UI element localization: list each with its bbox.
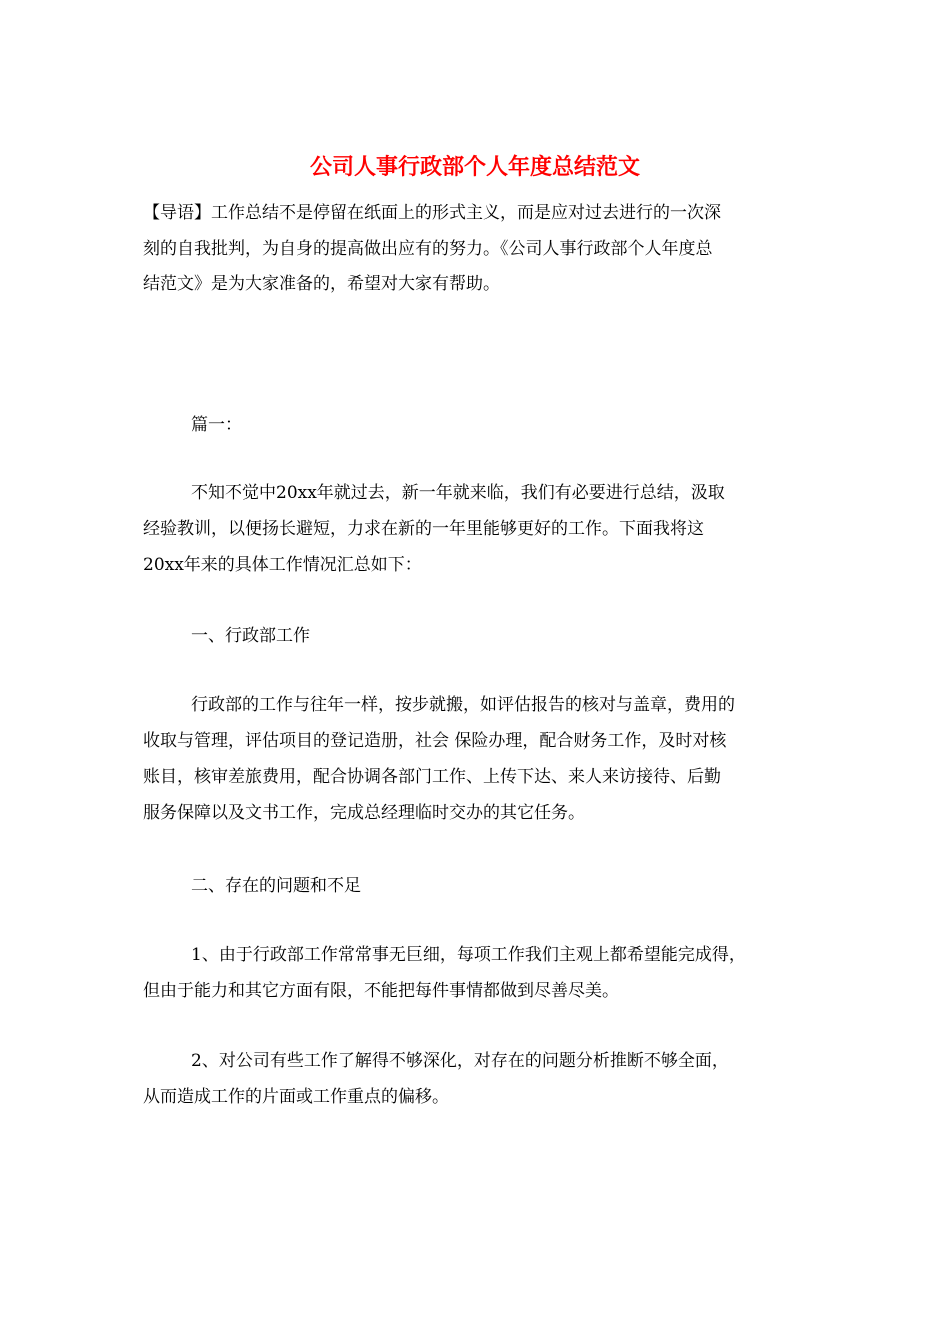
intro-line: 不知不觉中20xx年就过去，新一年就来临，我们有必要进行总结，汲取 — [191, 483, 725, 503]
section1-line: 收取与管理，评估项目的登记造册，社会 保险办理，配合财务工作，及时对核 — [143, 731, 727, 751]
section1-paragraph — [143, 687, 807, 831]
item2-line: 从而造成工作的片面或工作重点的偏移。 — [143, 1087, 449, 1107]
item1-line: 1、由于行政部工作常常事无巨细，每项工作我们主观上都希望能完成得， — [191, 945, 746, 965]
intro-line: 经验教训，以便扬长避短，力求在新的一年里能够更好的工作。下面我将这 — [143, 519, 704, 539]
section2-heading: 二、存在的问题和不足 — [191, 876, 361, 896]
section1-heading: 一、行政部工作 — [191, 626, 310, 646]
section1-line: 行政部的工作与往年一样，按步就搬，如评估报告的核对与盖章，费用的 — [191, 695, 735, 715]
item2-paragraph — [143, 1043, 807, 1115]
chapter-label: 篇一： — [191, 415, 242, 435]
intro-line: 20xx年来的具体工作情况汇总如下： — [143, 555, 422, 575]
lead-line: 【导语】工作总结不是停留在纸面上的形式主义，而是应对过去进行的一次深 — [143, 203, 721, 223]
intro-paragraph — [143, 475, 807, 583]
lead-line: 结范文》是为大家准备的，希望对大家有帮助。 — [143, 274, 500, 294]
item1-line: 但由于能力和其它方面有限，不能把每件事情都做到尽善尽美。 — [143, 981, 619, 1001]
item2-line: 2、对公司有些工作了解得不够深化，对存在的问题分析推断不够全面， — [191, 1051, 729, 1071]
item1-paragraph — [143, 937, 807, 1009]
document-title: 公司人事行政部个人年度总结范文 — [309, 154, 640, 180]
section1-line: 账目，核审差旅费用，配合协调各部门工作、上传下达、来人来访接待、后勤 — [143, 767, 721, 787]
lead-paragraph — [143, 196, 807, 303]
section1-line: 服务保障以及文书工作，完成总经理临时交办的其它任务。 — [143, 803, 585, 823]
lead-line: 刻的自我批判，为自身的提高做出应有的努力。《公司人事行政部个人年度总 — [143, 238, 713, 259]
